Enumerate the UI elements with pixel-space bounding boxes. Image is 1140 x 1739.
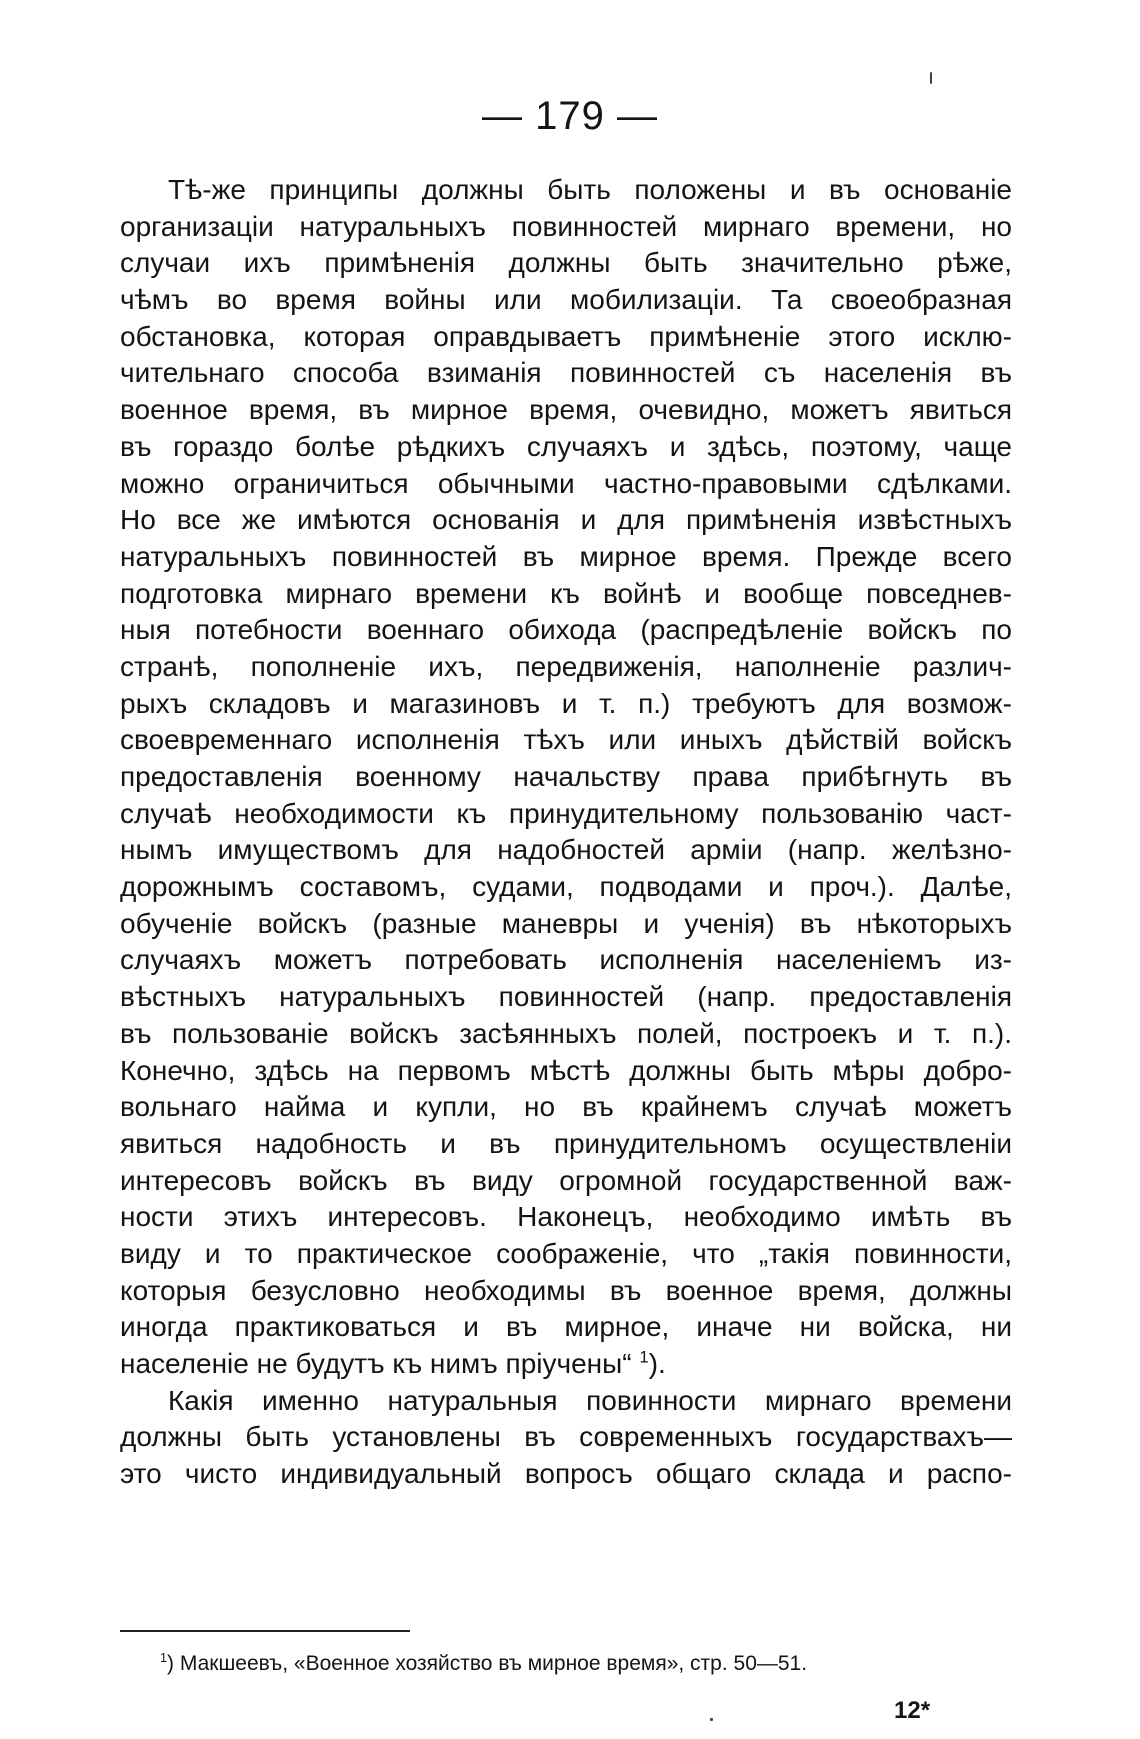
text-line: своевременнаго исполненія тѣхъ или иныхъ дѣйствій войскъ [120, 724, 1012, 756]
printer-signature-mark: 12* [894, 1697, 931, 1724]
text-line: Конечно, здѣсь на первомъ мѣстѣ должны быть мѣры добро- [120, 1054, 1012, 1086]
text-line-last [120, 1346, 1012, 1383]
text-line: Какія именно натуральныя повинности мирнаго времени [168, 1384, 1012, 1416]
text-line: Но все же имѣются основанія и для примѣненія извѣстныхъ [120, 504, 1012, 536]
body-text [120, 172, 1012, 1493]
paragraph-2 [120, 1383, 1012, 1493]
text-line: ности этихъ интересовъ. Наконецъ, необходимо имѣть въ [120, 1201, 1012, 1233]
text-line: рыхъ складовъ и магазиновъ и т. п.) требуютъ для возмож- [120, 687, 1012, 719]
text-line: организаціи натуральныхъ повинностей мирнаго времени, но [120, 210, 1012, 242]
text-line: чѣмъ во время войны или мобилизаціи. Та своеобразная [120, 284, 1012, 316]
text-line: это чисто индивидуальный вопросъ общаго склада и распо- [120, 1458, 1012, 1490]
scan-speck [930, 72, 932, 84]
text-line: должны быть установлены въ современныхъ государствахъ— [120, 1421, 1012, 1453]
text-line: чительнаго способа взиманія повинностей съ населенія въ [120, 357, 1012, 389]
text-line-last-end: ). [648, 1348, 666, 1379]
text-line: Тѣ-же принципы должны быть положены и въ основаніе [168, 174, 1012, 205]
text-line: интересовъ войскъ въ виду огромной государственной важ- [120, 1164, 1012, 1196]
footnote-divider [120, 1630, 410, 1632]
text-line: натуральныхъ повинностей въ мирное время. Прежде всего [120, 540, 1012, 572]
text-line: дорожнымъ составомъ, судами, подводами и проч.). Далѣе, [120, 871, 1012, 903]
text-line: явиться надобность и въ принудительномъ осуществленіи [120, 1127, 1012, 1159]
footnote [160, 1650, 1010, 1678]
footnote-marker: 1 [160, 1651, 168, 1665]
text-line: предоставленія военному начальству права прибѣгнуть въ [120, 761, 1012, 792]
page-number: — 179 — [482, 94, 658, 138]
text-line: иногда практиковаться и въ мирное, иначе ни войска, ни [120, 1311, 1012, 1343]
text-line: вольнаго найма и купли, но въ крайнемъ случаѣ можетъ [120, 1091, 1012, 1123]
text-line: нымъ имуществомъ для надобностей арміи (напр. желѣзно- [120, 834, 1012, 866]
text-line: вѣстныхъ натуральныхъ повинностей (напр. предоставленія [120, 981, 1012, 1013]
text-line: въ пользованіе войскъ засѣянныхъ полей, построекъ и т. п.). [120, 1017, 1012, 1049]
text-line: виду и то практическое соображеніе, что „такія повинности, [120, 1237, 1012, 1269]
scan-speck [710, 1718, 713, 1721]
paragraph-1 [120, 172, 1012, 1383]
text-line: случаяхъ можетъ потребовать исполненія населеніемъ из- [120, 944, 1012, 976]
text-line: обученіе войскъ (разные маневры и ученія) въ нѣкоторыхъ [120, 907, 1012, 939]
text-line: подготовка мирнаго времени къ войнѣ и вообще повседнев- [120, 577, 1012, 609]
text-line: обстановка, которая оправдываетъ примѣненіе этого исклю- [120, 320, 1012, 352]
text-line: случаѣ необходимости къ принудительному пользованію част- [120, 797, 1012, 829]
text-line: случаи ихъ примѣненія должны быть значительно рѣже, [120, 247, 1012, 279]
text-line: ныя потебности военнаго обихода (распредѣленіе войскъ по [120, 614, 1012, 646]
text-line-last-content: населеніе не будутъ къ нимъ пріучены“ [120, 1348, 632, 1379]
text-line: которыя безусловно необходимы въ военное время, должны [120, 1274, 1012, 1306]
text-line: можно ограничиться обычными частно-правовыми сдѣлками. [120, 467, 1012, 499]
text-line: въ гораздо болѣе рѣдкихъ случаяхъ и здѣсь, поэтому, чаще [120, 430, 1012, 462]
footnote-text: ) Макшеевъ, «Военное хозяйство въ мирное время», стр. 50—51. [167, 1652, 808, 1675]
footnote-reference: 1 [639, 1347, 649, 1367]
text-line: странѣ, пополненіе ихъ, передвиженія, наполненіе различ- [120, 650, 1012, 682]
text-line: военное время, въ мирное время, очевидно, можетъ явиться [120, 394, 1012, 426]
